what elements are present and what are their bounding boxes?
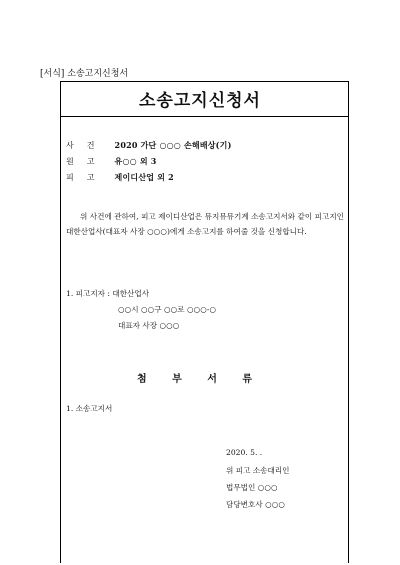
plaintiff-value: 유○○ 외 3 <box>114 156 157 166</box>
case-value: 2020 가단 ○○○ 손해배상(기) <box>114 140 232 150</box>
plaintiff-row <box>66 156 157 167</box>
case-label: 사건 <box>66 141 108 150</box>
defendant-label: 피고 <box>66 173 108 182</box>
notified-party-representative: 대표자 사장 ○○○ <box>118 321 180 330</box>
document-frame <box>60 81 349 563</box>
title-divider <box>60 116 349 117</box>
notified-party-address: ○○시 ○○구 ○○로 ○○○-○ <box>118 305 217 314</box>
defendant-value: 제이디산업 외 2 <box>114 172 174 182</box>
plaintiff-label: 원고 <box>66 157 108 166</box>
attachments-heading: 첨 부 서 류 <box>136 374 264 385</box>
attachment-item: 1. 소송고지서 <box>66 404 113 413</box>
signature-date: 2020. 5. . <box>226 448 263 457</box>
form-caption: [서식] 소송고지신청서 <box>40 69 129 79</box>
notified-party-line: 1. 피고지자 : 대한산업사 <box>66 289 150 298</box>
signature-attorney: 담당변호사 ○○○ <box>226 500 285 509</box>
signature-party: 위 피고 소송대리인 <box>226 466 290 475</box>
document-title: 소송고지신청서 <box>139 91 261 111</box>
request-paragraph: 위 사건에 관하여, 피고 제이디산업은 뮤지뮤뮤기계 소송고지서와 같이 피고지인 대한산업사(대표자 사장 ○○○)에게 소송고지를 하여줄 것을 신청합니다. <box>66 212 344 236</box>
case-row <box>66 140 232 151</box>
defendant-row <box>66 172 174 183</box>
signature-firm: 법무법인 ○○○ <box>226 483 278 492</box>
